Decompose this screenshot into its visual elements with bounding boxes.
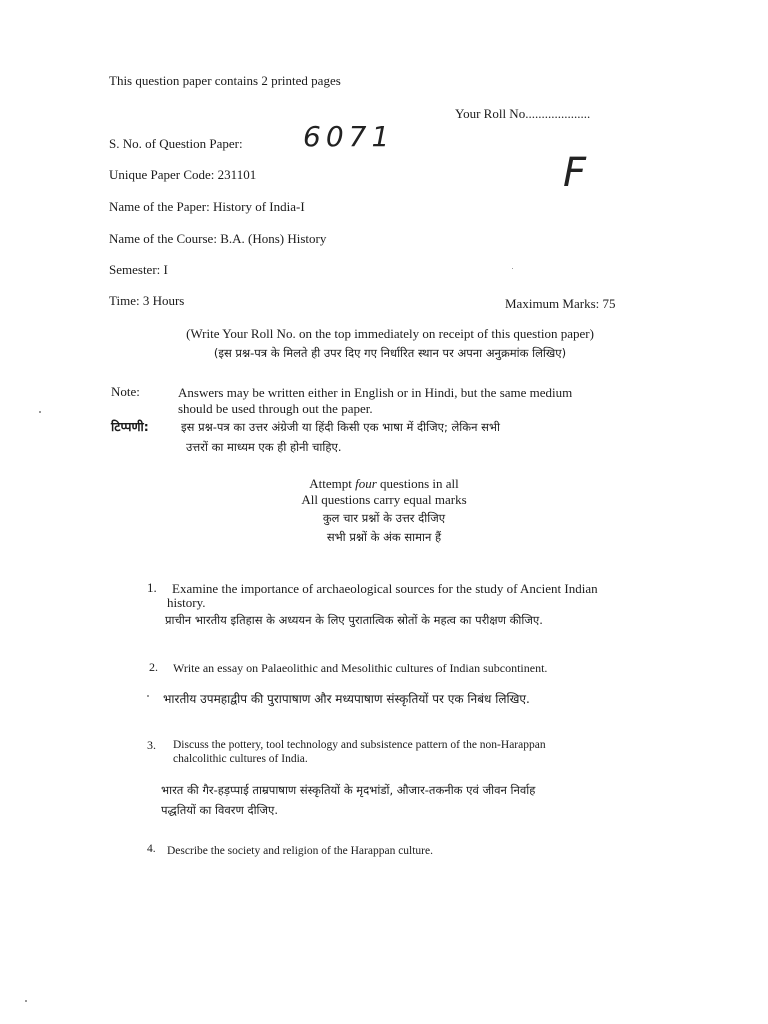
unique-paper-code: Unique Paper Code: 231101 bbox=[109, 167, 257, 182]
question-3-english-line-1: Discuss the pottery, tool technology and subsistence pattern of the non-Harappan bbox=[173, 739, 546, 751]
question-3-number: 3. bbox=[147, 738, 156, 752]
handwritten-set-letter: F bbox=[563, 150, 587, 196]
question-1-number: 1. bbox=[147, 580, 157, 595]
question-4-number: 4. bbox=[147, 843, 156, 855]
equal-marks-english: All questions carry equal marks bbox=[301, 492, 467, 507]
note-hindi-line-2: उत्तरों का माध्यम एक ही होनी चाहिए. bbox=[186, 440, 342, 454]
course-name: Name of the Course: B.A. (Hons) History bbox=[109, 231, 327, 246]
attempt-post: questions in all bbox=[376, 476, 459, 491]
note-label: Note: bbox=[111, 384, 140, 399]
note-text-line-1: Answers may be written either in English or in Hindi, but the same medium bbox=[178, 385, 573, 400]
attempt-pre: Attempt bbox=[309, 476, 356, 491]
roll-instruction-hindi: (इस प्रश्न-पत्र के मिलते ही उपर दिए गए निर्धारित स्थान पर अपना अनुक्रमांक लिखिए) bbox=[213, 346, 567, 360]
question-1-hindi: प्राचीन भारतीय इतिहास के अध्ययन के लिए पुरातात्विक स्रोतों के महत्व का परीक्षण कीजिए. bbox=[165, 613, 543, 627]
question-3-english-line-2: chalcolithic cultures of India. bbox=[173, 753, 308, 765]
time-allowed: Time: 3 Hours bbox=[109, 293, 185, 308]
roll-number-field: Your Roll No.................... bbox=[455, 106, 591, 121]
serial-number-label: S. No. of Question Paper: bbox=[109, 136, 243, 151]
scan-speck bbox=[39, 411, 41, 413]
note-hindi-line-1: इस प्रश्न-पत्र का उत्तर अंग्रेजी या हिंदी किसी एक भाषा में दीजिए; लेकिन सभी bbox=[181, 420, 500, 434]
scan-speck bbox=[25, 1000, 27, 1002]
roll-instruction-english: (Write Your Roll No. on the top immediately on receipt of this question paper) bbox=[186, 326, 594, 341]
attempt-count: four bbox=[355, 476, 377, 491]
note-text-line-2: should be used through out the paper. bbox=[178, 401, 373, 416]
question-2-number: 2. bbox=[149, 660, 158, 674]
scan-speck bbox=[512, 268, 513, 269]
question-2-hindi: भारतीय उपमहाद्वीप की पुरापाषाण और मध्यपाषाण संस्कृतियों पर एक निबंध लिखिए. bbox=[163, 692, 530, 706]
equal-marks-hindi: सभी प्रश्नों के अंक सामान हैं bbox=[326, 530, 442, 544]
attempt-instruction-hindi: कुल चार प्रश्नों के उत्तर दीजिए bbox=[322, 511, 446, 525]
question-4-english: Describe the society and religion of the Harappan culture. bbox=[167, 845, 433, 857]
handwritten-serial-number: 6071 bbox=[303, 120, 395, 153]
semester: Semester: I bbox=[109, 262, 168, 277]
question-1-english-line-1: Examine the importance of archaeological sources for the study of Ancient Indian bbox=[172, 581, 598, 596]
note-label-hindi: टिप्पणी: bbox=[111, 419, 149, 434]
question-3-hindi-line-1: भारत की गैर-हड़प्पाई ताम्रपाषाण संस्कृतियों के मृदभांडों, औजार-तकनीक एवं जीवन निर्वाह bbox=[161, 783, 536, 797]
scan-speck bbox=[147, 695, 149, 697]
pages-note: This question paper contains 2 printed pages bbox=[109, 73, 341, 88]
question-3-hindi-line-2: पद्धतियों का विवरण दीजिए. bbox=[161, 803, 279, 817]
attempt-instruction bbox=[234, 476, 534, 492]
maximum-marks: Maximum Marks: 75 bbox=[505, 296, 616, 311]
paper-name: Name of the Paper: History of India-I bbox=[109, 199, 305, 214]
question-1-english-line-2: history. bbox=[167, 595, 206, 610]
question-2-english: Write an essay on Palaeolithic and Mesolithic cultures of Indian subcontinent. bbox=[173, 661, 548, 675]
